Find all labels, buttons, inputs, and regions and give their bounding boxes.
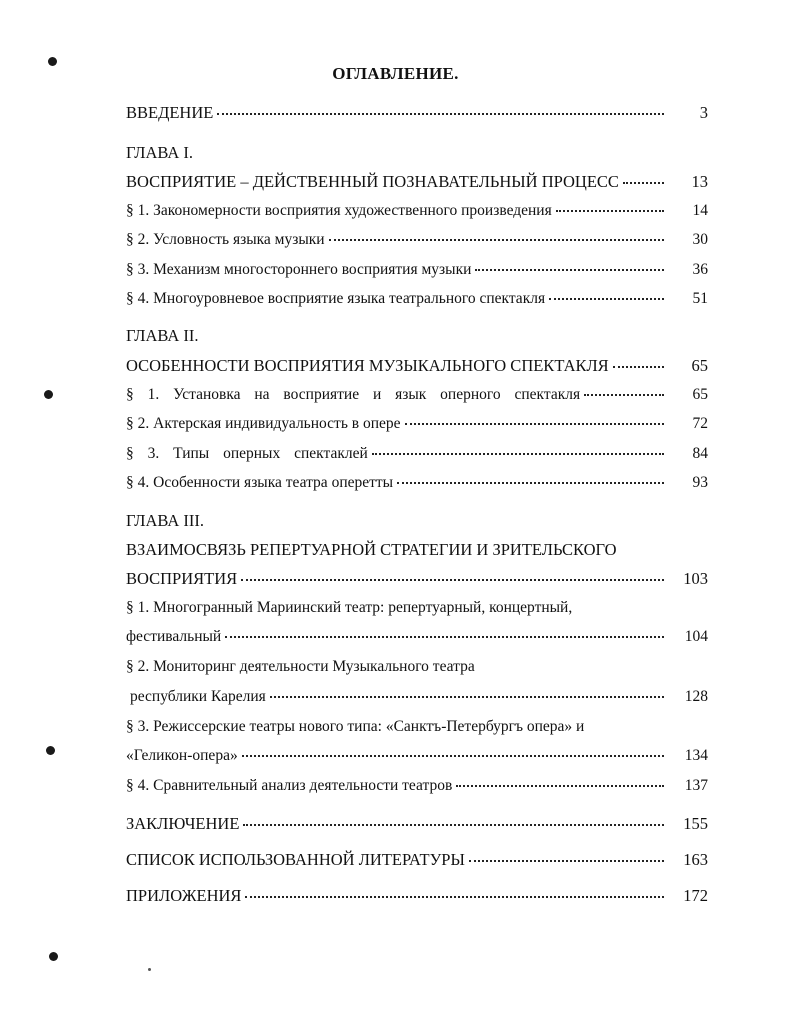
dot-leader bbox=[475, 267, 664, 271]
dot-leader bbox=[245, 894, 664, 898]
toc-entry-label: ВОСПРИЯТИЕ – ДЕЙСТВЕННЫЙ ПОЗНАВАТЕЛЬНЫЙ ПРОЦЕСС bbox=[126, 172, 619, 191]
toc-entry-section bbox=[126, 415, 708, 437]
binding-hole-mark bbox=[49, 952, 58, 961]
toc-page-number: 104 bbox=[684, 628, 708, 645]
dot-leader bbox=[241, 577, 664, 581]
toc-page-number: 137 bbox=[684, 777, 708, 794]
toc-entry-label: § 4. Особенности языка театра оперетты bbox=[126, 474, 394, 491]
toc-entry-label: СПИСОК ИСПОЛЬЗОВАННОЙ ЛИТЕРАТУРЫ bbox=[126, 850, 465, 869]
toc-entry-section bbox=[126, 202, 708, 224]
toc-entry-section bbox=[126, 747, 708, 769]
toc-entry-section-line1: § 3. Режиссерские театры нового типа: «Санктъ-Петербургъ опера» и bbox=[126, 718, 585, 735]
toc-entry-bibliography bbox=[126, 850, 708, 872]
toc-page-number: 3 bbox=[699, 103, 708, 122]
toc-entry-label: § 2. Условность языка музыки bbox=[126, 231, 325, 248]
dot-leader bbox=[556, 208, 664, 212]
toc-entry-label: фестивальный bbox=[126, 628, 222, 645]
dot-leader bbox=[397, 480, 664, 484]
toc-entry-label: «Геликон-опера» bbox=[126, 747, 238, 764]
toc-entry-label: ВВЕДЕНИЕ bbox=[126, 103, 214, 122]
toc-page-number: 93 bbox=[692, 474, 708, 491]
toc-page-number: 103 bbox=[683, 569, 708, 588]
chapter-heading: ГЛАВА I. bbox=[126, 143, 194, 162]
toc-entry-section bbox=[126, 777, 708, 799]
dot-leader bbox=[549, 296, 664, 300]
toc-entry-intro bbox=[126, 103, 708, 125]
toc-page-number: 72 bbox=[692, 415, 708, 432]
toc-entry-conclusion bbox=[126, 814, 708, 836]
toc-page-number: 65 bbox=[692, 386, 708, 403]
chapter-heading: ГЛАВА III. bbox=[126, 511, 205, 530]
toc-entry-label: ЗАКЛЮЧЕНИЕ bbox=[126, 814, 240, 833]
dot-leader bbox=[469, 858, 664, 862]
toc-page-number: 14 bbox=[692, 202, 708, 219]
dot-leader bbox=[270, 694, 664, 698]
toc-entry-label: республики Карелия bbox=[130, 688, 266, 705]
toc-entry-section bbox=[126, 445, 708, 467]
toc-entry-section bbox=[126, 290, 708, 312]
toc-entry-appendices bbox=[126, 886, 708, 908]
toc-entry-label: § 4. Сравнительный анализ деятельности театров bbox=[126, 777, 453, 794]
toc-page-number: 172 bbox=[683, 886, 708, 905]
dot-leader bbox=[329, 237, 664, 241]
toc-entry-chapter-title bbox=[126, 569, 708, 591]
toc-page-number: 36 bbox=[692, 261, 708, 278]
dot-leader bbox=[217, 111, 664, 115]
toc-page-number: 134 bbox=[684, 747, 708, 764]
toc-page-number: 84 bbox=[692, 445, 708, 462]
toc-page-number: 13 bbox=[691, 172, 708, 191]
toc-entry-label: ОСОБЕННОСТИ ВОСПРИЯТИЯ МУЗЫКАЛЬНОГО СПЕКТАКЛЯ bbox=[126, 356, 609, 375]
toc-entry-section-line1: § 1. Многогранный Мариинский театр: репертуарный, концертный, bbox=[126, 599, 573, 616]
scan-speck bbox=[148, 968, 151, 971]
dot-leader bbox=[623, 180, 664, 184]
dot-leader bbox=[456, 783, 664, 787]
toc-entry-section bbox=[126, 386, 708, 408]
toc-entry-label: § 1. Установка на восприятие и язык оперного спектакля bbox=[126, 386, 581, 403]
toc-page-number: 163 bbox=[683, 850, 708, 869]
toc-entry-chapter-title bbox=[126, 172, 708, 194]
toc-entry-section bbox=[130, 688, 708, 710]
toc-entry-label: § 3. Механизм многостороннего восприятия музыки bbox=[126, 261, 472, 278]
toc-entry-label: § 2. Актерская индивидуальность в опере bbox=[126, 415, 401, 432]
binding-hole-mark bbox=[46, 746, 55, 755]
toc-entry-label: ВОСПРИЯТИЯ bbox=[126, 569, 238, 588]
toc-entry-label: § 3. Типы оперных спектаклей bbox=[126, 445, 368, 462]
toc-entry-section bbox=[126, 231, 708, 253]
toc-entry-chapter-title bbox=[126, 356, 708, 378]
toc-page-number: 65 bbox=[691, 356, 708, 375]
toc-page-number: 155 bbox=[683, 814, 708, 833]
toc-entry-section-line1: § 2. Мониторинг деятельности Музыкального театра bbox=[126, 658, 475, 675]
dot-leader bbox=[372, 451, 664, 455]
dot-leader bbox=[584, 392, 664, 396]
toc-entry-chapter-title-line1: ВЗАИМОСВЯЗЬ РЕПЕРТУАРНОЙ СТРАТЕГИИ И ЗРИТЕЛЬСКОГО bbox=[126, 540, 617, 559]
toc-entry-section bbox=[126, 628, 708, 650]
dot-leader bbox=[242, 753, 664, 757]
chapter-heading: ГЛАВА II. bbox=[126, 326, 199, 345]
dot-leader bbox=[225, 634, 664, 638]
toc-entry-section bbox=[126, 474, 708, 496]
dot-leader bbox=[405, 421, 664, 425]
page-title: ОГЛАВЛЕНИЕ. bbox=[332, 64, 459, 83]
toc-page-number: 30 bbox=[692, 231, 708, 248]
toc-page-number: 51 bbox=[692, 290, 708, 307]
toc-page-number: 128 bbox=[684, 688, 708, 705]
toc-entry-section bbox=[126, 261, 708, 283]
dot-leader bbox=[613, 364, 664, 368]
toc-entry-label: § 1. Закономерности восприятия художественного произведения bbox=[126, 202, 552, 219]
toc-entry-label: ПРИЛОЖЕНИЯ bbox=[126, 886, 242, 905]
binding-hole-mark bbox=[44, 390, 53, 399]
dot-leader bbox=[243, 822, 664, 826]
toc-entry-label: § 4. Многоуровневое восприятие языка театрального спектакля bbox=[126, 290, 546, 307]
